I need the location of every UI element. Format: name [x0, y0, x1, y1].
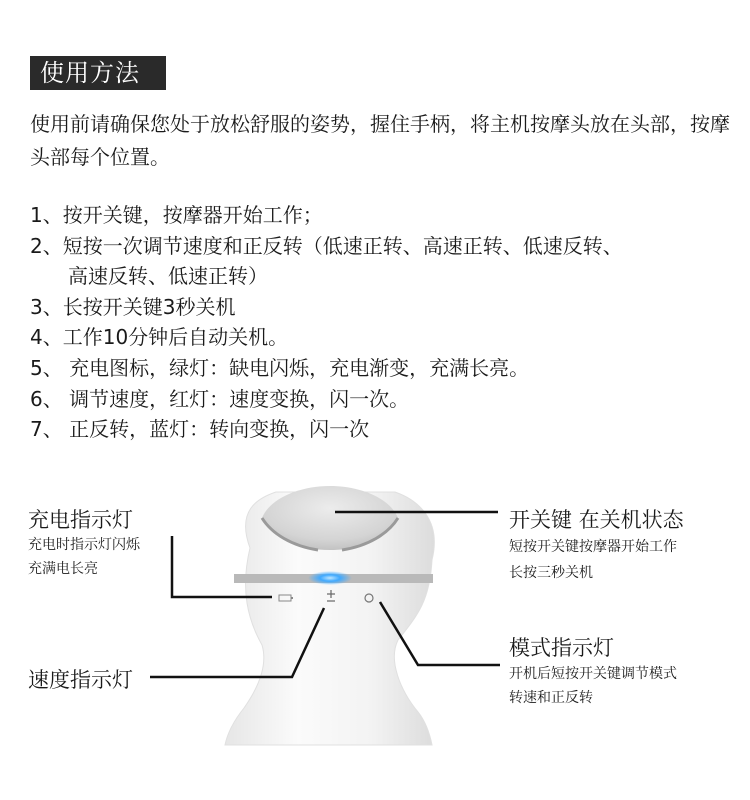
mode-indicator-line1: 开机后短按开关键调节模式	[509, 666, 677, 682]
charge-indicator-line1: 充电时指示灯闪烁	[28, 537, 140, 553]
intro-paragraph: 使用前请确保您处于放松舒服的姿势，握住手柄，将主机按摩头放在头部，按摩头部每个位置。	[30, 112, 730, 169]
charge-indicator-line2: 充满电长亮	[28, 561, 98, 577]
step-5: 5、 充电图标，绿灯：缺电闪烁，充电渐变，充满长亮。	[30, 355, 530, 380]
step-1: 1、按开关键，按摩器开始工作；	[30, 203, 323, 227]
speed-indicator-title: 速度指示灯	[28, 668, 133, 692]
power-button-title: 开关键 在关机状态	[509, 508, 684, 532]
charge-indicator-title: 充电指示灯	[28, 508, 133, 532]
mode-indicator-line2: 转速和正反转	[509, 690, 593, 706]
section-title: 使用方法	[30, 56, 166, 90]
step-4: 4、工作10分钟后自动关机。	[30, 325, 289, 350]
mode-indicator-title: 模式指示灯	[509, 636, 614, 660]
step-7: 7、 正反转，蓝灯：转向变换，闪一次	[30, 417, 370, 442]
step-6: 6、 调节速度，红灯：速度变换，闪一次。	[30, 386, 410, 411]
step-2-continued: 高速反转、低速正转）	[68, 264, 268, 289]
step-3: 3、长按开关键3秒关机	[30, 294, 236, 319]
power-light	[308, 571, 352, 585]
power-button-line1: 短按开关键按摩器开始工作	[509, 539, 677, 555]
step-2: 2、短按一次调节速度和正反转（低速正转、高速正转、低速反转、	[30, 233, 623, 258]
power-button-line2: 长按三秒关机	[509, 565, 593, 581]
